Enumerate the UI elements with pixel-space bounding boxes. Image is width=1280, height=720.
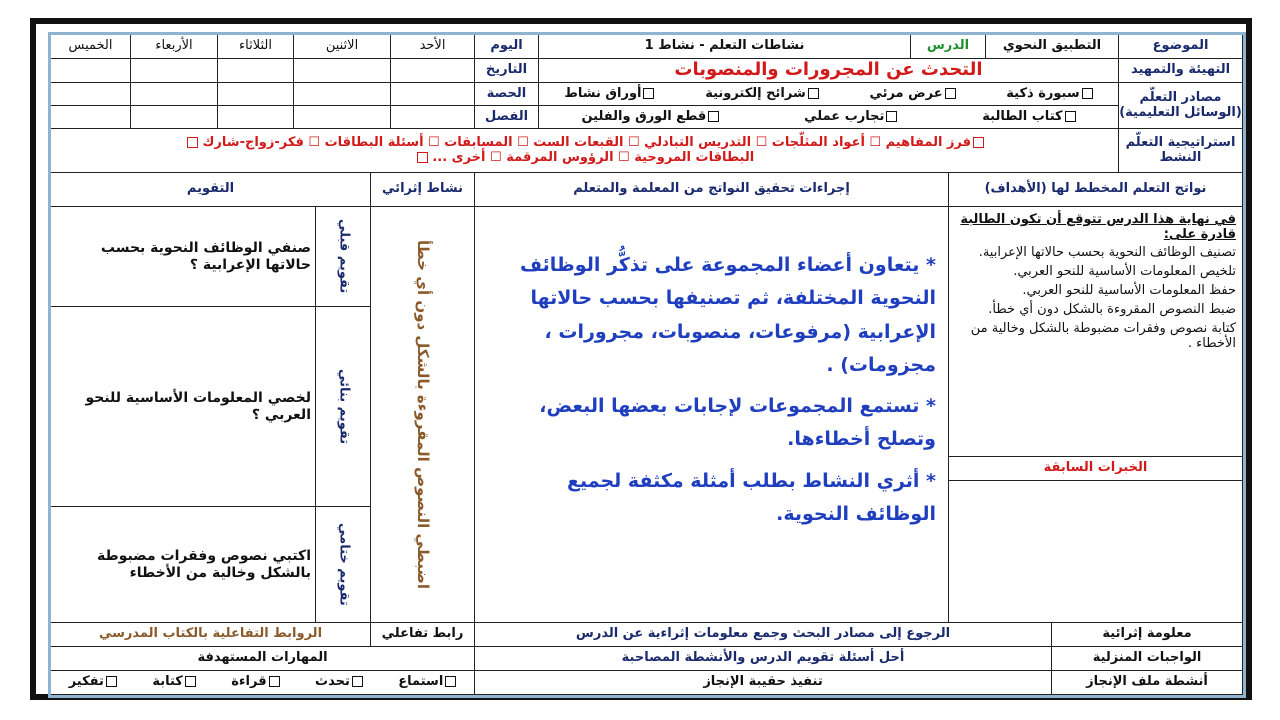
procedures-header: إجراءات تحقيق النواتج من المعلمة والمتعلم bbox=[475, 173, 949, 207]
resources-row-2 bbox=[539, 106, 1119, 129]
date-cell-wednesday[interactable] bbox=[131, 59, 218, 83]
checkbox-icon bbox=[445, 676, 456, 687]
topic-value: التطبيق النحوي bbox=[986, 35, 1119, 59]
outcome-item: تلخيص المعلومات الأساسية للنحو العربي. bbox=[1013, 263, 1236, 279]
day-label: اليوم bbox=[475, 35, 539, 59]
class-cell-tuesday[interactable] bbox=[218, 106, 294, 129]
date-cell-thursday[interactable] bbox=[51, 59, 131, 83]
interactive-link-label: رابط تفاعلي bbox=[371, 623, 475, 647]
outcome-item: ضبط النصوص المقروءة بالشكل دون أي خطأ. bbox=[988, 301, 1236, 317]
class-cell-wednesday[interactable] bbox=[131, 106, 218, 129]
checkbox-icon bbox=[643, 88, 654, 99]
outcomes-cell bbox=[949, 207, 1243, 457]
formative-assessment-label: تقويم بنائي bbox=[316, 307, 371, 507]
enrichment-header: نشاط إثرائي bbox=[371, 173, 475, 207]
lesson-value: نشاطات التعلم - نشاط 1 bbox=[539, 35, 911, 59]
prior-experience-label: الخبرات السابقة bbox=[949, 457, 1243, 481]
skill-reading[interactable]: قراءة bbox=[231, 675, 279, 690]
checkbox-icon bbox=[352, 676, 363, 687]
final-assessment-label: تقويم ختامي bbox=[316, 507, 371, 623]
class-cell-monday[interactable] bbox=[294, 106, 391, 129]
enrichment-text: اضبطي النصوص المقروءة بالشكل دون أي خطأ bbox=[414, 240, 433, 589]
period-cell-tuesday[interactable] bbox=[218, 83, 294, 106]
checkbox-icon bbox=[708, 111, 719, 122]
outcomes-intro: في نهاية هذا الدرس تتوقع أن تكون الطالبة قادرة على: bbox=[960, 212, 1236, 242]
homework-value: أحل أسئلة تقويم الدرس والأنشطة المصاحبة bbox=[475, 647, 1052, 671]
enrichment-info-value: الرجوع إلى مصادر البحث وجمع معلومات إثراءية عن الدرس bbox=[475, 623, 1052, 647]
resource-smart-board[interactable]: سبورة ذكية bbox=[1006, 87, 1092, 102]
procedures-cell bbox=[475, 207, 949, 623]
resource-worksheets[interactable]: أوراق نشاط bbox=[564, 87, 654, 102]
day-tuesday: الثلاثاء bbox=[218, 35, 294, 59]
resources-row-1 bbox=[539, 83, 1119, 106]
resources-label: مصادر التعلّم (الوسائل التعليمية) bbox=[1119, 83, 1243, 129]
checkbox-icon bbox=[185, 676, 196, 687]
class-label: الفصل bbox=[475, 106, 539, 129]
procedure-step-3: * أثري النشاط بطلب أمثلة مكثفة لجميع الوظائف النحوية. bbox=[567, 469, 936, 525]
topic-label: الموضوع bbox=[1119, 35, 1243, 59]
procedure-step-2: * تستمع المجموعات لإجابات بعضها البعض، وتصلح أخطاءها. bbox=[539, 395, 936, 451]
day-thursday: الخميس bbox=[51, 35, 131, 59]
lesson-plan-sheet bbox=[51, 35, 1243, 695]
skills-options bbox=[51, 671, 475, 695]
skill-thinking[interactable]: تفكير bbox=[69, 675, 117, 690]
assessment-header: التقويم bbox=[51, 173, 371, 207]
checkbox-icon bbox=[886, 111, 897, 122]
resource-visual-display[interactable]: عرض مرئي bbox=[869, 87, 955, 102]
checkbox-icon bbox=[1065, 111, 1076, 122]
resource-experiments[interactable]: تجارب عملي bbox=[804, 110, 897, 125]
checkbox-icon bbox=[945, 88, 956, 99]
strategy-label: استراتيجية التعلّم النشط bbox=[1119, 129, 1243, 173]
procedure-step-1: * يتعاون أعضاء المجموعة على تذكُّر الوظائف النحوية المختلفة، ثم تصنيفها بحسب حالاتها الإعرابية (مرفوعات، منصوبات، مجرورات ، مجزومات) . bbox=[520, 254, 936, 376]
skills-label: المهارات المستهدفة bbox=[51, 647, 475, 671]
resource-slides[interactable]: شرائح إلكترونية bbox=[705, 87, 819, 102]
page-inner-border bbox=[48, 32, 1246, 698]
pre-assessment-text: صنفي الوظائف النحوية بحسب حالاتها الإعرابية ؟ bbox=[51, 207, 316, 307]
class-cell-sunday[interactable] bbox=[391, 106, 475, 129]
outcome-item: تصنيف الوظائف النحوية بحسب حالاتها الإعرابية. bbox=[978, 244, 1236, 260]
checkbox-icon bbox=[187, 137, 198, 148]
skill-speaking[interactable]: تحدث bbox=[315, 675, 363, 690]
resource-student-book[interactable]: كتاب الطالبة bbox=[982, 110, 1075, 125]
period-cell-sunday[interactable] bbox=[391, 83, 475, 106]
pre-assessment-label: تقويم قبلي bbox=[316, 207, 371, 307]
checkbox-icon bbox=[269, 676, 280, 687]
skill-listening[interactable]: استماع bbox=[398, 675, 456, 690]
interactive-link-value[interactable]: الروابط التفاعلية بالكتاب المدرسي bbox=[51, 623, 371, 647]
enrichment-cell bbox=[371, 207, 475, 623]
strategy-line-2: البطاقات المروحية ☐ الرؤوس المرقمة ☐ أخرى ... bbox=[415, 151, 754, 166]
period-label: الحصة bbox=[475, 83, 539, 106]
portfolio-value: تنفيذ حقيبة الإنجاز bbox=[475, 671, 1052, 695]
skill-writing[interactable]: كتابة bbox=[152, 675, 196, 690]
date-cell-tuesday[interactable] bbox=[218, 59, 294, 83]
enrichment-info-label: معلومة إثرائية bbox=[1052, 623, 1243, 647]
lesson-label: الدرس bbox=[911, 35, 986, 59]
prior-experience-cell[interactable] bbox=[949, 481, 1243, 623]
day-monday: الاثنين bbox=[294, 35, 391, 59]
date-cell-sunday[interactable] bbox=[391, 59, 475, 83]
date-cell-monday[interactable] bbox=[294, 59, 391, 83]
homework-label: الواجبات المنزلية bbox=[1052, 647, 1243, 671]
date-label: التاريخ bbox=[475, 59, 539, 83]
portfolio-label: أنشطة ملف الإنجاز bbox=[1052, 671, 1243, 695]
period-cell-wednesday[interactable] bbox=[131, 83, 218, 106]
page-frame bbox=[30, 18, 1252, 700]
intro-value: التحدث عن المجرورات والمنصوبات bbox=[539, 59, 1119, 83]
day-sunday: الأحد bbox=[391, 35, 475, 59]
checkbox-icon bbox=[106, 676, 117, 687]
checkbox-icon bbox=[1082, 88, 1093, 99]
resource-paper-cork[interactable]: قطع الورق والفلين bbox=[581, 110, 719, 125]
class-cell-thursday[interactable] bbox=[51, 106, 131, 129]
checkbox-icon bbox=[417, 152, 428, 163]
day-wednesday: الأربعاء bbox=[131, 35, 218, 59]
period-cell-thursday[interactable] bbox=[51, 83, 131, 106]
outcome-item: كتابة نصوص وفقرات مضبوطة بالشكل وخالية من الأخطاء . bbox=[970, 320, 1236, 351]
outcomes-header: نواتج التعلم المخطط لها (الأهداف) bbox=[949, 173, 1243, 207]
checkbox-icon bbox=[808, 88, 819, 99]
final-assessment-text: اكتبي نصوص وفقرات مضبوطة بالشكل وخالية من الأخطاء bbox=[51, 507, 316, 623]
strategy-options bbox=[51, 129, 1119, 173]
outcome-item: حفظ المعلومات الأساسية للنحو العربي. bbox=[1022, 282, 1236, 298]
strategy-line-1: فرز المفاهيم ☐ أعواد المثلّجات ☐ التدريس التبادلي ☐ القبعات الست ☐ المسابقات ☐ أسئلة البطاقات ☐ فكر-زواج-شارك bbox=[185, 136, 984, 151]
checkbox-icon bbox=[973, 137, 984, 148]
formative-assessment-text: لخصي المعلومات الأساسية للنحو العربي ؟ bbox=[51, 307, 316, 507]
intro-label: التهيئة والتمهيد bbox=[1119, 59, 1243, 83]
period-cell-monday[interactable] bbox=[294, 83, 391, 106]
